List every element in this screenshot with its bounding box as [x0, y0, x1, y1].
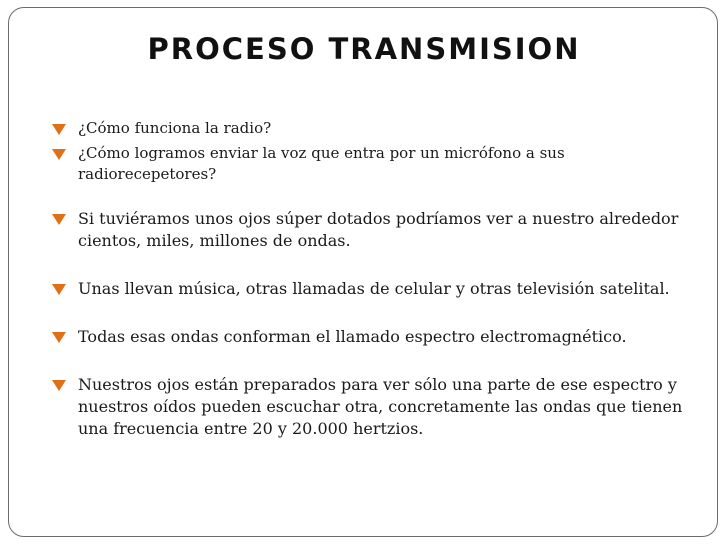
bullet-text: Nuestros ojos están preparados para ver sólo una parte de ese espectro y nuestros oídos pueden escuchar otra, concretamente las ondas que tienen una frecuencia entre 20 y 20.000 hertzios.	[78, 375, 683, 438]
bullet-text: Si tuviéramos unos ojos súper dotados podríamos ver a nuestro alrededor cientos, miles, millones de ondas.	[78, 209, 679, 250]
orange-triangle-bullet-icon	[52, 284, 66, 295]
orange-triangle-bullet-icon	[52, 214, 66, 225]
bullet-item	[78, 278, 688, 300]
bullet-text: ¿Cómo funciona la radio?	[78, 119, 272, 137]
bullet-item	[78, 374, 688, 440]
bullet-list	[78, 118, 688, 440]
bullet-item	[78, 326, 688, 348]
orange-triangle-bullet-icon	[52, 332, 66, 343]
orange-triangle-bullet-icon	[52, 124, 66, 135]
bullet-text: ¿Cómo logramos enviar la voz que entra por un micrófono a sus radiorecepetores?	[78, 144, 565, 183]
bullet-text: Todas esas ondas conforman el llamado espectro electromagnético.	[78, 327, 627, 346]
bullet-item	[78, 143, 688, 185]
bullet-item	[78, 118, 688, 139]
bullet-item	[78, 208, 688, 252]
slide-title: PROCESO TRANSMISION	[147, 32, 581, 66]
orange-triangle-bullet-icon	[52, 149, 66, 160]
bullet-text: Unas llevan música, otras llamadas de celular y otras televisión satelital.	[78, 279, 670, 298]
orange-triangle-bullet-icon	[52, 380, 66, 391]
